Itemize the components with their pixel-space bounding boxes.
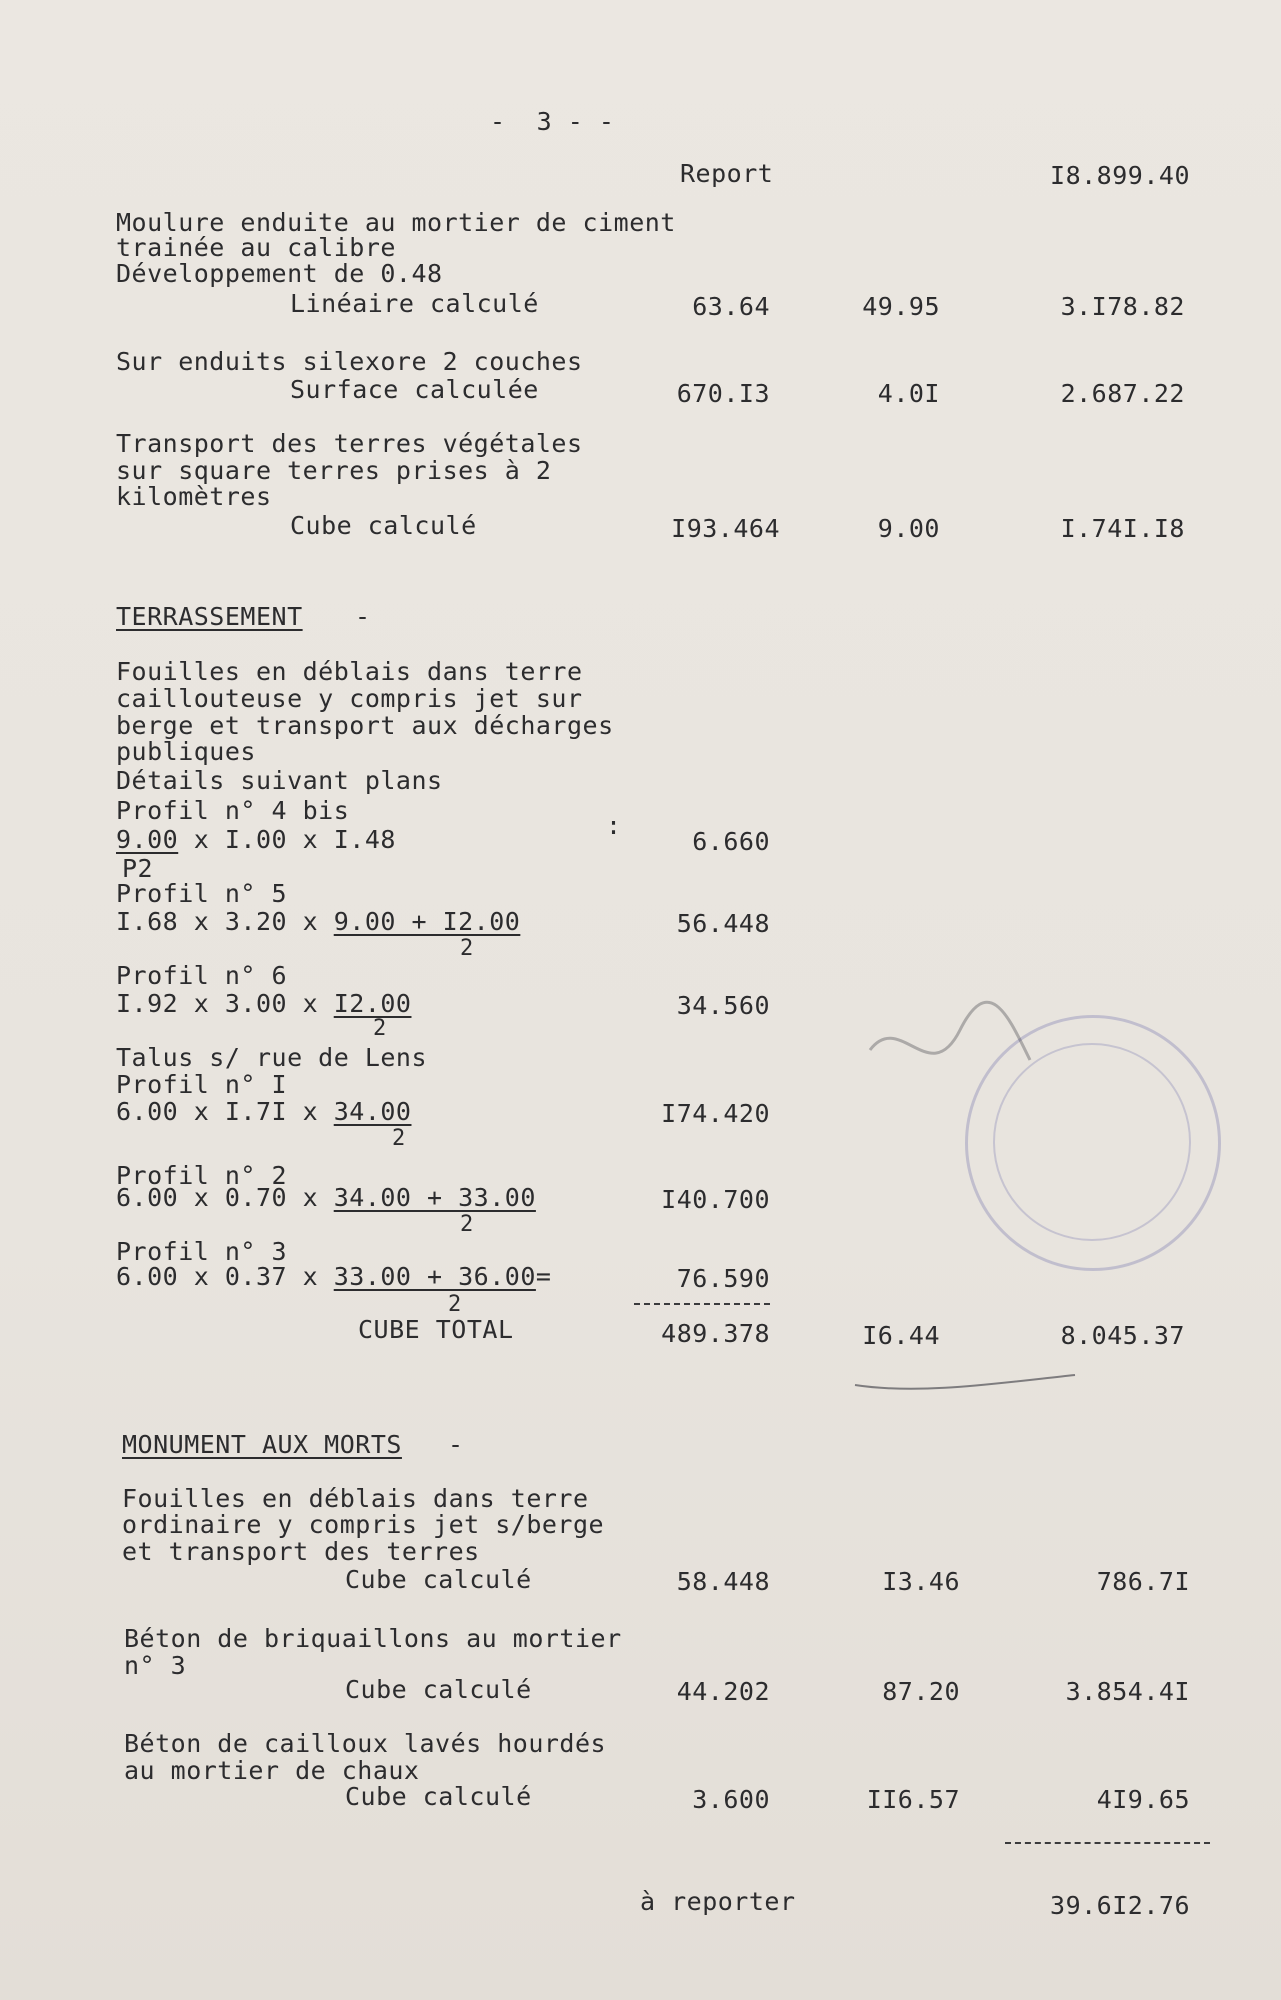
beton-caill-line-2: au mortier de chaux <box>124 1756 420 1785</box>
beton-briq-qty: 44.202 <box>676 1677 770 1706</box>
profil-6-numerator: I2.00 <box>333 989 412 1018</box>
silexore-unit: Surface calculée <box>290 375 539 404</box>
profil-5-value: 56.448 <box>676 909 770 938</box>
beton-briq-total: 3.854.4I <box>1065 1677 1190 1706</box>
profil-6-denom: 2 <box>373 1016 387 1041</box>
beton-caill-price: II6.57 <box>866 1785 960 1814</box>
profil-4bis-label: Profil n° 4 bis <box>116 796 350 825</box>
profil-3-denom: 2 <box>448 1292 462 1317</box>
beton-briq-price: 87.20 <box>882 1677 960 1706</box>
document-page: - 3 - - Report I8.899.40 Moulure enduite au mortier de ciment trainée au calibre Développement de 0.48 Linéaire calculé 63.64 49.95 3.I78.82 Sur enduits silexore 2 couches Surface calculée 670.I3 4.0I 2.687.22 Transport des terres végétales sur square terres prises à 2 kilomètres Cube calculé I93.464 9.00 I.74I.I8 TERRASSEMENT - Fouilles en déblais dans terre caillouteuse y compris jet sur berge et transport aux décharges publiques Détails suivant plans Profil n° 4 bis 9.00 x I.00 x I.48 : 6.660 P2 Profil n° 5 I.68 x 3.20 x 9.00 + I2.00 56.448 2 Profil n° 6 I.92 x 3.00 x I2.00 34.560 2 Talus s/ rue de Lens Profil n° I 6.00 x I.7I x 34.00 I74.420 2 Profil n° 2 6.00 x 0.70 x 34.00 + 33.00 I40.700 2 Profil n° 3 6.00 x 0.37 x 33.00 + 36.00= 76.590 2 CUBE TOTAL 489.378 I6.44 8.045.37 MONUMENT AUX MORTS - Fouilles en déblais dans terre ordinaire y compris jet s/berge et transport des terres Cube calculé 58.448 I3.46 786.7I Béton de briquaillons au mortier n° 3 Cube calculé 44.202 87.20 3.854.4I Béton de cailloux lavés hourdés au mortier de chaux Cube calculé 3.600 II6.57 4I9.65 à reporter 39.6I2.76 <box>0 0 1281 2000</box>
monument-heading: MONUMENT AUX MORTS <box>122 1430 402 1459</box>
monument-fouilles-total: 786.7I <box>1096 1567 1190 1596</box>
transport-unit: Cube calculé <box>290 511 477 540</box>
page-number: - 3 - - <box>490 107 615 136</box>
moulure-line-2: trainée au calibre <box>116 233 396 262</box>
silexore-total: 2.687.22 <box>1060 379 1185 408</box>
cube-total-price: I6.44 <box>862 1321 940 1350</box>
moulure-price: 49.95 <box>862 292 940 321</box>
cube-total-qty: 489.378 <box>661 1319 770 1348</box>
monument-fouilles-price: I3.46 <box>882 1567 960 1596</box>
profil-2-value: I40.700 <box>661 1185 770 1214</box>
moulure-line-3: Développement de 0.48 <box>116 259 443 288</box>
footer-label: à reporter <box>640 1887 796 1916</box>
beton-caill-unit: Cube calculé <box>345 1782 532 1811</box>
transport-total: I.74I.I8 <box>1060 514 1185 543</box>
profil-1-expr: 6.00 x I.7I x 34.00 <box>116 1097 412 1126</box>
profil-5-denom: 2 <box>460 936 474 961</box>
profil-6-value: 34.560 <box>676 991 770 1020</box>
profil-1-value: I74.420 <box>661 1099 770 1128</box>
monument-fouilles-line-3: et transport des terres <box>122 1537 480 1566</box>
beton-caill-line-1: Béton de cailloux lavés hourdés <box>124 1729 607 1758</box>
profil-5-label: Profil n° 5 <box>116 879 288 908</box>
terrassement-desc-4: publiques <box>116 737 256 766</box>
profil-4bis-denom: P2 <box>122 854 154 883</box>
beton-briq-line-1: Béton de briquaillons au mortier <box>124 1624 622 1653</box>
profil-6-expr: I.92 x 3.00 x I2.00 <box>116 989 412 1018</box>
profil-5-expr: I.68 x 3.20 x 9.00 + I2.00 <box>116 907 521 936</box>
report-label: Report <box>680 159 774 188</box>
transport-line-1: Transport des terres végétales <box>116 429 583 458</box>
cube-total-label: CUBE TOTAL <box>358 1315 514 1344</box>
terrassement-desc-2: caillouteuse y compris jet sur <box>116 684 583 713</box>
moulure-unit: Linéaire calculé <box>290 289 539 318</box>
profil-1-denom: 2 <box>392 1126 406 1151</box>
profil-3-value: 76.590 <box>676 1264 770 1293</box>
monument-fouilles-unit: Cube calculé <box>345 1565 532 1594</box>
profil-4bis-rest: x I.00 x I.48 <box>178 825 396 854</box>
silexore-price: 4.0I <box>877 379 940 408</box>
profil-2-label: Profil n° 2 <box>116 1161 288 1190</box>
transport-qty: I93.464 <box>671 514 780 543</box>
profil-3-expr: 6.00 x 0.37 x 33.00 + 36.00= <box>116 1262 552 1291</box>
profil-2-expr: 6.00 x 0.70 x 34.00 + 33.00 <box>116 1183 536 1212</box>
profil-1-numerator: 34.00 <box>333 1097 412 1126</box>
profil-3-numerator: 33.00 + 36.00 <box>333 1262 536 1291</box>
profil-2-denom: 2 <box>460 1212 474 1237</box>
terrassement-desc-5: Détails suivant plans <box>116 766 443 795</box>
moulure-line-1: Moulure enduite au mortier de ciment <box>116 208 676 237</box>
total-rule <box>1005 1842 1210 1844</box>
profil-1-label: Profil n° I <box>116 1070 288 1099</box>
monument-fouilles-qty: 58.448 <box>676 1567 770 1596</box>
profil-4bis-value: 6.660 <box>692 827 770 856</box>
monument-fouilles-line-1: Fouilles en déblais dans terre <box>122 1484 589 1513</box>
moulure-total: 3.I78.82 <box>1060 292 1185 321</box>
terrassement-heading: TERRASSEMENT <box>116 602 303 631</box>
transport-price: 9.00 <box>877 514 940 543</box>
beton-briq-line-2: n° 3 <box>124 1651 187 1680</box>
talus-label: Talus s/ rue de Lens <box>116 1043 428 1072</box>
profil-4bis-expr <box>116 826 396 854</box>
signature-mark <box>860 990 1040 1110</box>
transport-line-3: kilomètres <box>116 482 272 511</box>
footer-value: 39.6I2.76 <box>1050 1891 1190 1920</box>
beton-caill-qty: 3.600 <box>692 1785 770 1814</box>
report-value: I8.899.40 <box>1050 161 1190 190</box>
monument-fouilles-line-2: ordinaire y compris jet s/berge <box>122 1510 605 1539</box>
transport-line-2: sur square terres prises à 2 <box>116 456 552 485</box>
silexore-qty: 670.I3 <box>676 379 770 408</box>
cube-total-total: 8.045.37 <box>1060 1321 1185 1350</box>
subtotal-rule <box>634 1303 770 1305</box>
beton-briq-unit: Cube calculé <box>345 1675 532 1704</box>
moulure-qty: 63.64 <box>692 292 770 321</box>
terrassement-dash: - <box>355 602 371 631</box>
profil-3-label: Profil n° 3 <box>116 1237 288 1266</box>
beton-caill-total: 4I9.65 <box>1096 1785 1190 1814</box>
monument-dash: - <box>448 1430 464 1459</box>
pen-stroke <box>850 1365 1080 1395</box>
profil-2-numerator: 34.00 + 33.00 <box>333 1183 536 1212</box>
profil-4bis-numerator: 9.00 <box>116 825 179 854</box>
profil-5-numerator: 9.00 + I2.00 <box>333 907 521 936</box>
terrassement-desc-3: berge et transport aux décharges <box>116 711 614 740</box>
terrassement-desc-1: Fouilles en déblais dans terre <box>116 657 583 686</box>
profil-6-label: Profil n° 6 <box>116 961 288 990</box>
silexore-line: Sur enduits silexore 2 couches <box>116 347 583 376</box>
